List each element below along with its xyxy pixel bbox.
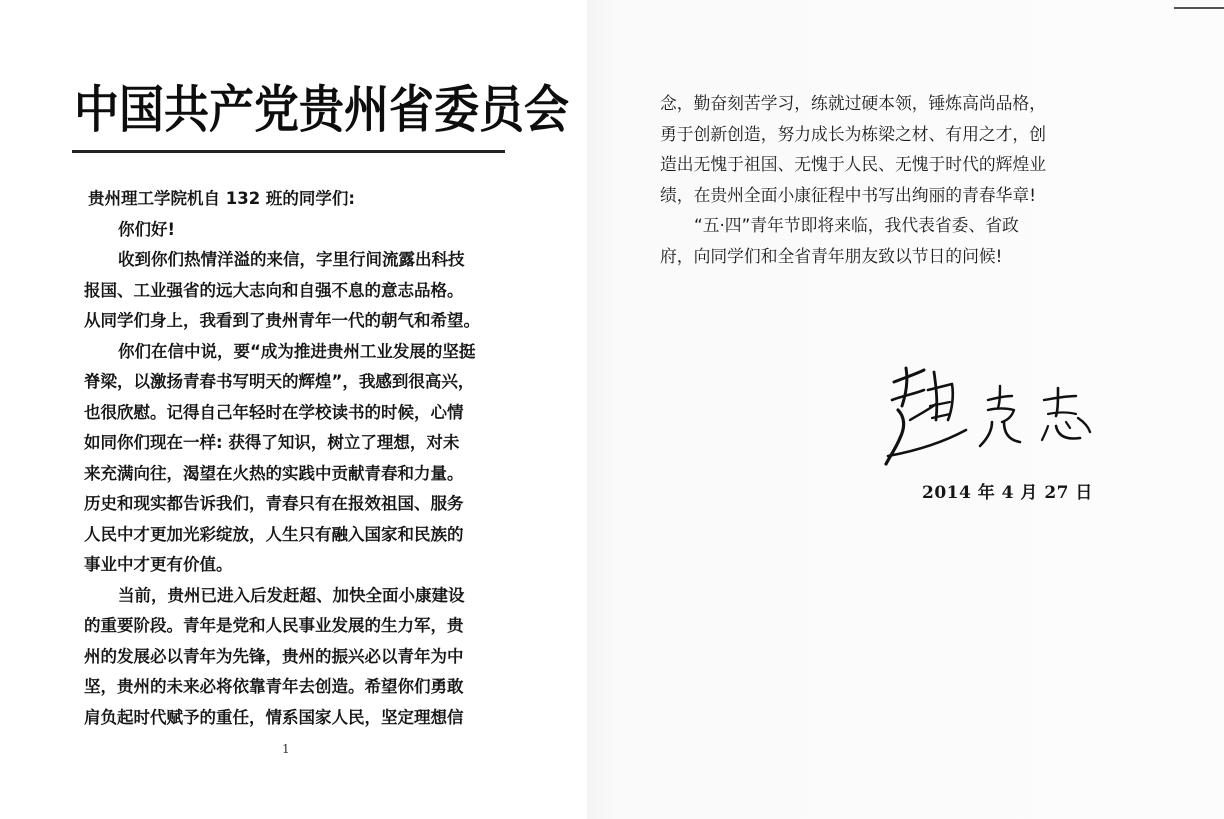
- body-line: 绩，在贵州全面小康征程中书写出绚丽的青春华章!: [660, 184, 1036, 205]
- body-line: 从同学们身上，我看到了贵州青年一代的朝气和希望。: [84, 311, 480, 330]
- body-line: 历史和现实都告诉我们，青春只有在报效祖国、服务: [84, 494, 464, 513]
- body-line: 府，向同学们和全省青年朋友致以节日的问候!: [660, 245, 1003, 266]
- body-line: 坚，贵州的未来必将依靠青年去创造。希望你们勇敢: [84, 677, 464, 696]
- body-line: 也很欣慰。记得自己年轻时在学校读书的时候，心情: [84, 402, 464, 422]
- letterhead-rule: [72, 150, 505, 153]
- body-line: 如同你们现在一样: 获得了知识，树立了理想，对未: [84, 433, 460, 452]
- body-line: 肩负起时代赋予的重任，情系国家人民，坚定理想信: [84, 707, 464, 727]
- body-line: 勇于创新创造，努力成长为栋梁之材、有用之才，创: [660, 123, 1046, 144]
- page-number: 1: [282, 742, 290, 756]
- body-line: 事业中才更有价值。: [84, 555, 233, 574]
- left-body-text: [84, 184, 504, 733]
- body-line: 念，勤奋刻苦学习，练就过硬本领，锤炼高尚品格，: [660, 93, 1046, 113]
- handwritten-signature: [880, 360, 1120, 475]
- body-line: “五·四”青年节即将来临，我代表省委、省政: [694, 215, 1019, 235]
- body-line: 当前，贵州已进入后发赶超、加快全面小康建设: [118, 585, 465, 605]
- right-body-text: [660, 88, 1122, 271]
- letterhead-title: 中国共产党贵州省委员会: [74, 79, 570, 140]
- body-line: 脊梁，以激扬青春书写明天的辉煌”，我感到很高兴，: [84, 372, 475, 391]
- signature-icon: [880, 360, 1120, 475]
- body-line: 来充满向往，渴望在火热的实践中贡献青春和力量。: [84, 463, 464, 483]
- salutation: 贵州理工学院机自 132 班的同学们:: [88, 189, 356, 208]
- left-page: [0, 0, 587, 819]
- page-edge-mark: [1174, 7, 1224, 9]
- body-line: 你们在信中说，要“成为推进贵州工业发展的坚挺: [118, 341, 476, 361]
- body-line: 收到你们热情洋溢的来信，字里行间流露出科技: [118, 250, 465, 269]
- body-line: 人民中才更加光彩绽放，人生只有融入国家和民族的: [84, 524, 464, 544]
- body-line: 州的发展必以青年为先锋，贵州的振兴必以青年为中: [84, 646, 464, 666]
- body-line: 造出无愧于祖国、无愧于人民、无愧于时代的辉煌业: [660, 154, 1046, 174]
- letter-date: 2014 年 4 月 27 日: [922, 483, 1093, 503]
- body-line: 报国、工业强省的远大志向和自强不息的意志品格。: [84, 280, 464, 300]
- body-line: 的重要阶段。青年是党和人民事业发展的生力军，贵: [84, 616, 464, 635]
- greeting: 你们好!: [118, 219, 176, 239]
